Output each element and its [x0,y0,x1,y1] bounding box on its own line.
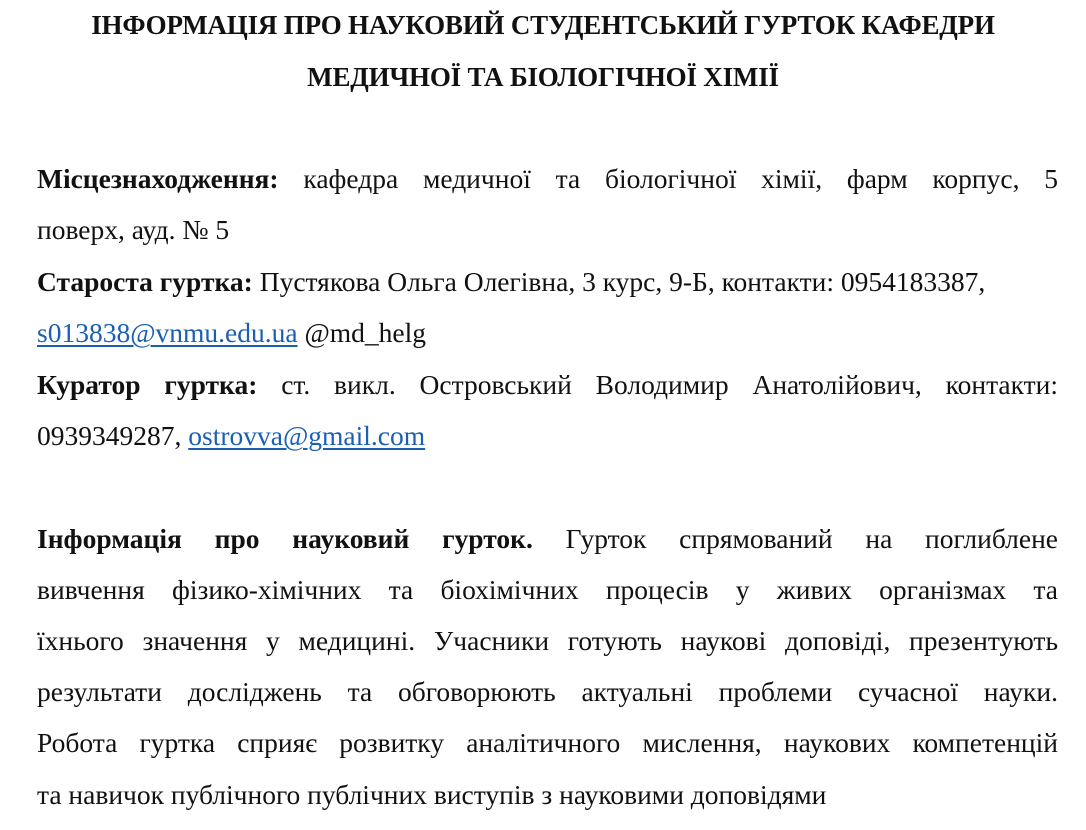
document-title-line-1: ІНФОРМАЦІЯ ПРО НАУКОВИЙ СТУДЕНТСЬКИЙ ГУРТОК КАФЕДРИ [91,10,995,40]
head-label: Староста гуртка: [37,266,253,297]
head-handle: @md_helg [304,317,427,348]
info-paragraph-line-1 [37,523,1058,555]
location-paragraph-line-1 [37,163,1058,195]
curator-text: ст. викл. Островський Володимир Анатолійович, контакти: [281,369,1058,400]
head-paragraph-line-2 [37,317,1058,349]
location-text: кафедра медичної та біологічної хімії, фарм корпус, 5 [303,163,1058,194]
location-paragraph-line-2: поверх, ауд. № 5 [37,214,230,245]
head-paragraph-line-1 [37,266,1058,298]
curator-label: Куратор гуртка: [37,369,258,400]
curator-email-link[interactable]: ostrovva@gmail.com [188,420,426,451]
document-title-line-2: МЕДИЧНОЇ ТА БІОЛОГІЧНОЇ ХІМІЇ [307,62,779,92]
curator-paragraph-line-2 [37,420,1058,452]
info-paragraph-line-5: Робота гуртка сприяє розвитку аналітичного мислення, наукових компетенцій [37,727,1058,758]
info-text-line-1: Гурток спрямований на поглиблене [565,523,1058,554]
info-paragraph-line-2: вивчення фізико-хімічних та біохімічних процесів у живих організмах та [37,574,1058,605]
info-paragraph-line-6: та навичок публічного публічних виступів з науковими доповідями [37,779,827,810]
info-paragraph-line-4: результати досліджень та обговорюють актуальні проблеми сучасної науки. [37,676,1058,707]
info-paragraph-line-3: їхнього значення у медицині. Учасники готують наукові доповіді, презентують [37,625,1058,656]
location-label: Місцезнаходження: [37,163,279,194]
curator-phone: 0939349287, [37,420,182,451]
info-label: Інформація про науковий гурток. [37,523,533,554]
head-text: Пустякова Ольга Олегівна, 3 курс, 9-Б, контакти: 0954183387, [259,266,986,297]
curator-paragraph-line-1 [37,369,1058,401]
head-email-link[interactable]: s013838@vnmu.edu.ua [37,317,298,348]
